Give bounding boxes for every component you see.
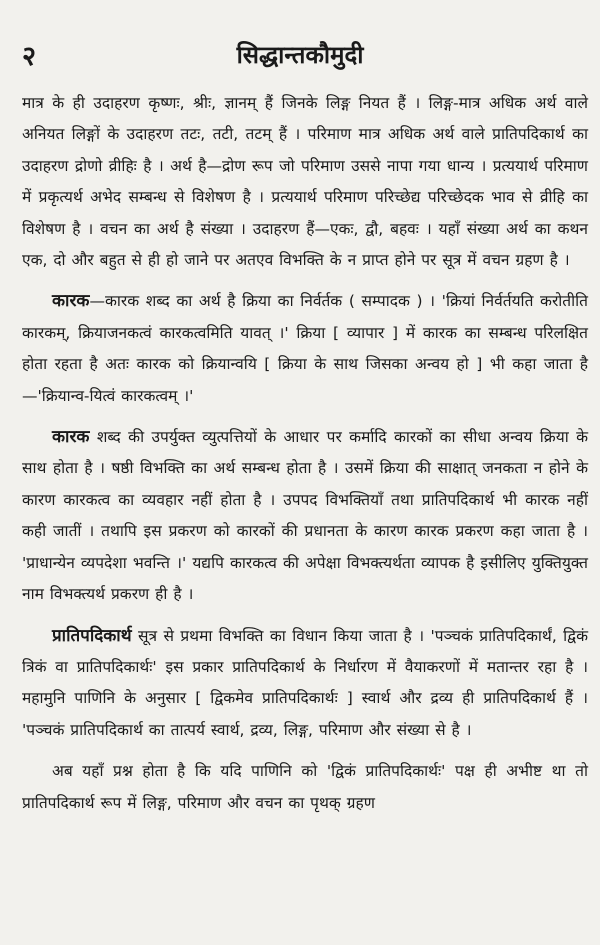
- paragraph-lead: कारक: [52, 291, 90, 312]
- paragraph-text: अब यहाँ प्रश्न होता है कि यदि पाणिनि को 'द्विकं प्रातिपदिकार्थः' पक्ष ही अभीष्ट था तो प्रातिपदिकार्थ रूप में लिङ्ग, परिमाण और वचन का पृथक् ग्रहण: [22, 762, 588, 812]
- paragraph-2: [22, 286, 588, 412]
- paragraph-5: [22, 756, 588, 819]
- paragraph-text: सूत्र से प्रथमा विभक्ति का विधान किया जाता है । 'पञ्चकं प्रातिपदिकार्थं, द्विकं त्रिकं वा प्रातिपदिकार्थः' इस प्रकार प्रातिपदिकार्थ के निर्धारण में वैयाकरणों में मतान्तर रहा है । महामुनि पाणिनि के अनुसार [ द्विकमेव प्रातिपदिकार्थः ] स्वार्थ और द्रव्य ही प्रातिपदिकार्थ हैं । 'पञ्चकं प्रातिपदिकार्थ का तात्पर्य स्वार्थ, द्रव्य, लिङ्ग, परिमाण और संख्या से है ।: [22, 626, 588, 739]
- page-header: [20, 36, 580, 76]
- paragraph-1: [22, 88, 588, 276]
- running-title: सिद्धान्तकौमुदी: [236, 41, 364, 69]
- paragraph-lead: प्रातिपदिकार्थ: [52, 625, 132, 646]
- paragraph-text: शब्द की उपर्युक्त व्युत्पत्तियों के आधार पर कर्मादि कारकों का सीधा अन्वय क्रिया के साथ होता है । षष्ठी विभक्ति का अर्थ सम्बन्ध होता है । उसमें क्रिया की साक्षात् जनकता न होने के कारण कारकत्व का व्यवहार नहीं होता है । उपपद विभक्तियाँ तथा प्रातिपदिकार्थ भी कारक नहीं कही जातीं । तथापि इस प्रकरण को कारकों की प्रधानता के कारण कारक प्रकरण कहा जाता है । 'प्राधान्येन व्यपदेशा भवन्ति ।' यद्यपि कारकत्व की अपेक्षा विभक्त्यर्थता व्यापक है इसीलिए युक्तियुक्त नाम विभक्त्यर्थ प्रकरण ही है ।: [22, 428, 588, 604]
- paragraph-3: [22, 422, 588, 610]
- paragraph-lead: कारक: [52, 427, 90, 448]
- paragraph-text: मात्र के ही उदाहरण कृष्णः, श्रीः, ज्ञानम् हैं जिनके लिङ्ग नियत हैं । लिङ्ग-मात्र अधिक अर्थ वाले अनियत लिङ्गों के उदाहरण तटः, तटी, तटम् हैं । परिमाण मात्र अधिक अर्थ वाले प्रातिपदिकार्थ का उदाहरण द्रोणो व्रीहिः है । अर्थ है—द्रोण रूप जो परिमाण उससे नापा गया धान्य । प्रत्ययार्थ परिमाण में प्रकृत्यर्थ अभेद सम्बन्ध से विशेषण है । प्रत्ययार्थ परिमाण परिच्छेद्य परिच्छेदक भाव से व्रीहि का विशेषण है । वचन का अर्थ है संख्या । उदाहरण हैं—एकः, द्वौ, बहवः । यहाँ संख्या अर्थ का कथन एक, दो और बहुत से ही हो जाने पर अतएव विभक्ति के न प्राप्त होने पर सूत्र में वचन ग्रहण है ।: [22, 94, 588, 270]
- page-number: २: [22, 41, 37, 72]
- body-text: [22, 88, 588, 819]
- paragraph-text: —कारक शब्द का अर्थ है क्रिया का निर्वर्तक ( सम्पादक ) । 'क्रियां निर्वर्तयति करोतीति कारकम्, क्रियाजनकत्वं कारकत्वमिति यावत् ।' क्रिया [ व्यापार ] में कारक का सम्बन्ध परिलक्षित होता रहता है अतः कारक को क्रियान्वयि [ क्रिया के साथ जिसका अन्वय हो ] भी कहा जाता है—'क्रियान्व-यित्वं कारकत्वम् ।': [22, 292, 588, 405]
- paragraph-4: [22, 621, 588, 747]
